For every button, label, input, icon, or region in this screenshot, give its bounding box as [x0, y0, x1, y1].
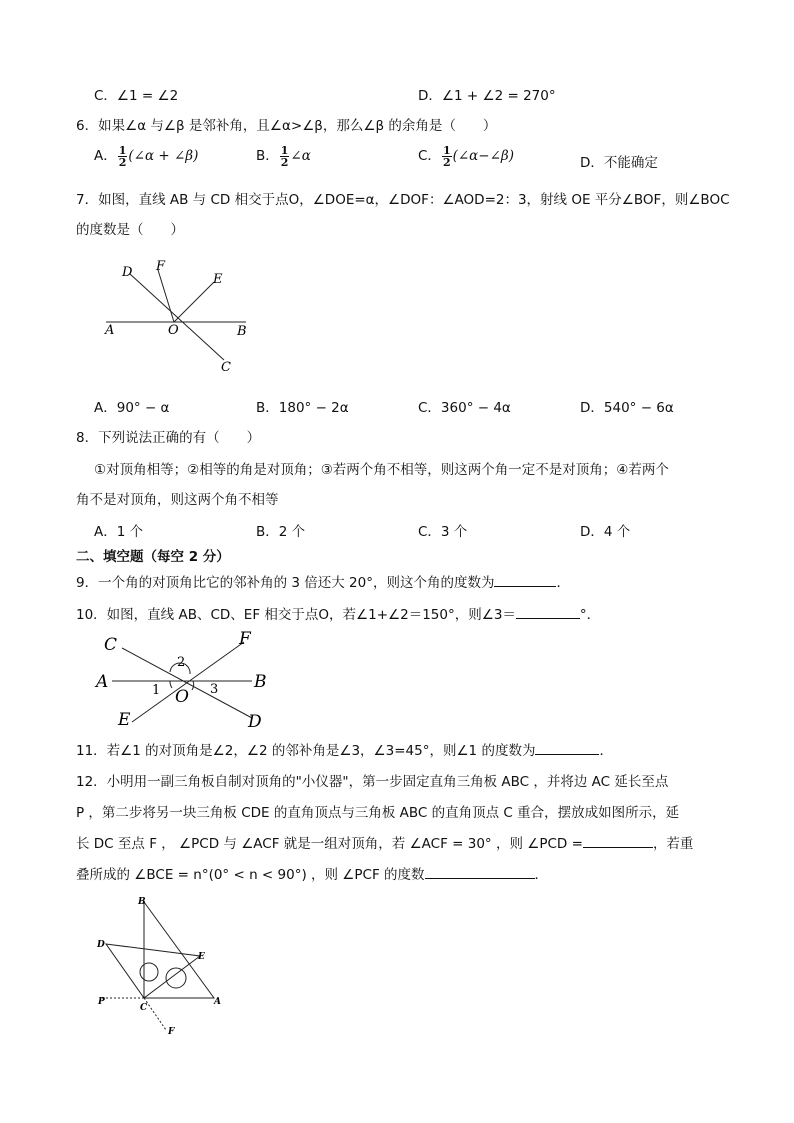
q7-label-b: B: [237, 324, 247, 339]
q9-answer-blank[interactable]: [494, 572, 556, 587]
q8-body-line-1: ①对顶角相等；②相等的角是对顶角；③若两个角不相等，则这两个角一定不是对顶角；④若两个: [94, 462, 669, 478]
q10-figure: [92, 628, 272, 728]
q11: [76, 739, 613, 759]
q7-line-dc: [130, 274, 224, 360]
section-2-title: 二、填空题（每空 2 分）: [76, 549, 230, 565]
q7-stem-line-1: 7．如图，直线 AB 与 CD 相交于点O，∠DOE=α，∠DOF：∠AOD=2：3，射线 OE 平分∠BOF，则∠BOC: [76, 192, 730, 208]
q10-end: °．: [579, 607, 601, 623]
q9-end: ．: [556, 575, 570, 591]
q6-option-a-prefix: A．: [94, 148, 117, 164]
q9-text: 9．一个角的对顶角比它的邻补角的 3 倍还大 20°，则这个角的度数为: [76, 575, 495, 591]
q12-line-4: [76, 863, 548, 883]
q6-option-c-prefix: C．: [418, 148, 441, 164]
q7-label-f: F: [156, 259, 166, 274]
q10-label-a: A: [96, 672, 109, 692]
q10-arc-1: [170, 681, 172, 688]
q7-option-b: B．180° − 2α: [256, 400, 349, 416]
q7-label-a: A: [105, 323, 115, 338]
q7-figure: [100, 256, 280, 386]
q6-option-a: [94, 144, 198, 168]
q6-option-a-expr: (∠α + ∠β): [128, 148, 199, 164]
q12-label-c: C: [140, 1003, 148, 1013]
q6-option-b-expr: ∠α: [290, 148, 311, 164]
q12-label-f: F: [168, 1027, 175, 1037]
q12-extension-cf: [144, 998, 166, 1030]
q5-option-c: C．∠1 = ∠2: [94, 88, 179, 104]
q7-stem-line-2: 的度数是（ ）: [76, 222, 184, 238]
q6-option-b-prefix: B．: [256, 148, 279, 164]
q10-label-f: F: [239, 629, 251, 649]
q10-label-angle-2: 2: [177, 655, 186, 670]
q10-label-d: D: [248, 712, 262, 728]
q11-text: 11．若∠1 的对顶角是∠2，∠2 的邻补角是∠3，∠3=45°，则∠1 的度数为: [76, 743, 536, 759]
q12-circle-left: [140, 963, 158, 981]
q6-option-c-expr: (∠α−∠β): [452, 148, 514, 164]
q12-line-3-text: 长 DC 至点 F ， ∠PCD 与 ∠ACF 就是一组对顶角，若 ∠ACF = 30° ，则 ∠PCD =: [76, 836, 583, 852]
q7-label-c: C: [221, 360, 231, 375]
q8-stem: 8．下列说法正确的有（ ）: [76, 430, 261, 446]
q12-line-3-end: ，若重: [652, 836, 694, 852]
q10-label-b: B: [254, 672, 267, 692]
q12-label-e: E: [198, 952, 205, 962]
q10-label-e: E: [118, 710, 131, 728]
q6-option-a-fraction: $\frac{1}{2}$: [118, 143, 127, 169]
q7-label-d: D: [122, 265, 133, 280]
q12-label-b: B: [138, 897, 146, 907]
q12-figure: [94, 894, 234, 1044]
q12-answer-blank-2[interactable]: [425, 864, 535, 879]
q6-stem: 6．如果∠α 与∠β 是邻补角，且∠α>∠β，那么∠β 的余角是（ ）: [76, 118, 497, 134]
q12-line-4-end: ．: [534, 867, 549, 883]
q12-label-p: P: [98, 997, 105, 1007]
q6-option-d: D．不能确定: [580, 155, 658, 171]
q10: [76, 603, 600, 623]
q12-circle-right: [166, 968, 186, 988]
q12-answer-blank-1[interactable]: [583, 833, 653, 848]
q10-line-ef: [132, 642, 244, 722]
q6-option-b: [256, 144, 311, 168]
q10-label-c: C: [104, 635, 118, 655]
q12-line-3: [76, 832, 693, 852]
q12-line-1: 12．小明用一副三角板自制对顶角的"小仪器"，第一步固定直角三角板 ABC ，并将边 AC 延长至点: [76, 774, 669, 790]
q10-answer-blank[interactable]: [516, 604, 580, 619]
q12-line-4-text: 叠所成的 ∠BCE = n°(0° < n < 90°) ，则 ∠PCF 的度数: [76, 867, 425, 883]
q8-option-d: D．4 个: [580, 524, 631, 540]
q7-option-c: C．360° − 4α: [418, 400, 511, 416]
q12-label-a: A: [214, 997, 221, 1007]
q11-end: ．: [599, 743, 613, 759]
q8-option-c: C．3 个: [418, 524, 468, 540]
q7-ray-of: [158, 270, 174, 322]
q7-label-e: E: [213, 272, 223, 287]
q7-ray-oe: [174, 282, 214, 322]
q8-option-a: A．1 个: [94, 524, 144, 540]
q7-option-a: A．90° − α: [94, 400, 170, 416]
q10-label-o: O: [175, 687, 189, 707]
q7-option-d: D．540° − 6α: [580, 400, 674, 416]
q8-body-line-2: 角不是对顶角，则这两个角不相等: [76, 492, 279, 508]
q6-option-c: [418, 144, 514, 168]
q6-option-b-fraction: $\frac{1}{2}$: [280, 143, 289, 169]
q5-option-d: D．∠1 + ∠2 = 270°: [418, 88, 556, 104]
q7-label-o: O: [168, 323, 179, 338]
q12-triangle-cde: [106, 944, 200, 998]
q11-answer-blank[interactable]: [535, 740, 599, 755]
q8-option-b: B．2 个: [256, 524, 306, 540]
q10-label-angle-1: 1: [152, 683, 161, 698]
q10-label-angle-3: 3: [210, 682, 219, 697]
q10-text: 10．如图，直线 AB、CD、EF 相交于点O，若∠1+∠2＝150°，则∠3＝: [76, 607, 516, 623]
q12-line-2: P ，第二步将另一块三角板 CDE 的直角顶点与三角板 ABC 的直角顶点 C 重合，摆放成如图所示，延: [76, 805, 680, 821]
q6-option-c-fraction: $\frac{1}{2}$: [442, 143, 451, 169]
q12-label-d: D: [97, 940, 105, 950]
q9: [76, 571, 570, 591]
